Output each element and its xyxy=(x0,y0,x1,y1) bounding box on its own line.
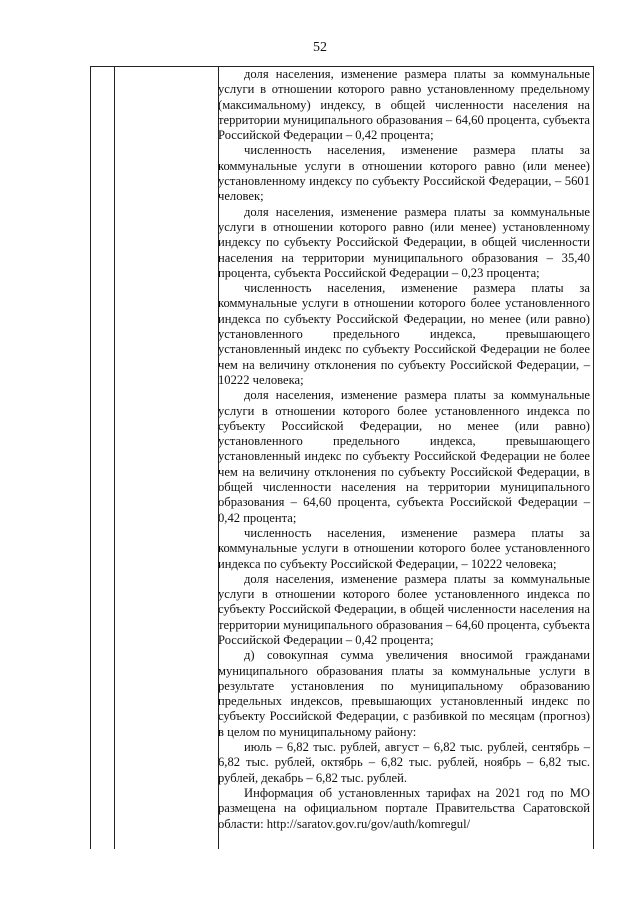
paragraph-count-above-index: численность населения, изменение размера платы за коммунальные услуги в отношении которого более установленного индекса по субъекту Российской Федерации, но менее (или равно) установленного предельного индекса, превышающего установленный индекс по субъекту Российской Федерации не более чем на величину отклонения по субъекту Российской Федерации, – 10222 человека; xyxy=(218,281,590,387)
page-number: 52 xyxy=(313,40,327,55)
paragraph-count-equal-index: численность населения, изменение размера платы за коммунальные услуги в отношении которого равно (или менее) установленному индексу по субъекту Российской Федерации, – 5601 человек; xyxy=(218,143,590,204)
paragraph-monthly-forecast: июль – 6,82 тыс. рублей, август – 6,82 тыс. рублей, сентябрь – 6,82 тыс. рублей, октябрь – 6,82 тыс. рублей, ноябрь – 6,82 тыс. рублей, декабрь – 6,82 тыс. рублей. xyxy=(218,740,590,785)
paragraph-share-above-index: доля населения, изменение размера платы за коммунальные услуги в отношении которого более установленного индекса по субъекту Российской Федерации, но менее (или равно) установленного предельного индекса, превышающего установленный индекс по субъекту Российской Федерации не более чем на величину отклонения по субъекту Российской Федерации, в общей численности населения на территории муниципального образования – 64,60 процента, субъекта Российской Федерации – 0,42 процента; xyxy=(218,388,590,525)
table-cell-text xyxy=(218,67,590,832)
paragraph-tariff-info-link: Информация об установленных тарифах на 2021 год по МО размещена на официальном портале Правительства Саратовской области: http://saratov.gov.ru/gov/auth/komregul/ xyxy=(218,785,590,831)
paragraph-share-above-subject-index: доля населения, изменение размера платы за коммунальные услуги в отношении которого более установленного индекса по субъекту Российской Федерации, в общей численности населения на территории муниципального образования – 64,60 процента, субъекта Российской Федерации – 0,42 процента; xyxy=(218,571,590,647)
paragraph-share-equal-index: доля населения, изменение размера платы за коммунальные услуги в отношении которого равно (или менее) установленному индексу по субъекту Российской Федерации, в общей численности населения на территории муниципального образования – 35,40 процента, субъекта Российской Федерации – 0,23 процента; xyxy=(218,204,590,280)
paragraph-total-increase: д) совокупная сумма увеличения вносимой гражданами муниципального образования платы за коммунальные услуги в результате установления по муниципальному образованию предельных индексов, превышающих установленный индекс по субъекту Российской Федерации, с разбивкой по месяцам (прогноз) в целом по муниципальному району: xyxy=(218,648,590,739)
column-divider-1 xyxy=(114,67,115,849)
paragraph-count-above-subject-index: численность населения, изменение размера платы за коммунальные услуги в отношении которого более установленного индекса по субъекту Российской Федерации, – 10222 человека; xyxy=(218,525,590,571)
paragraph-share-max-index: доля населения, изменение размера платы за коммунальные услуги в отношении которого равно установленному предельному (максимальному) индексу, в общей численности населения на территории муниципального образования – 64,60 процента, субъекта Российской Федерации – 0,42 процента; xyxy=(218,67,590,143)
